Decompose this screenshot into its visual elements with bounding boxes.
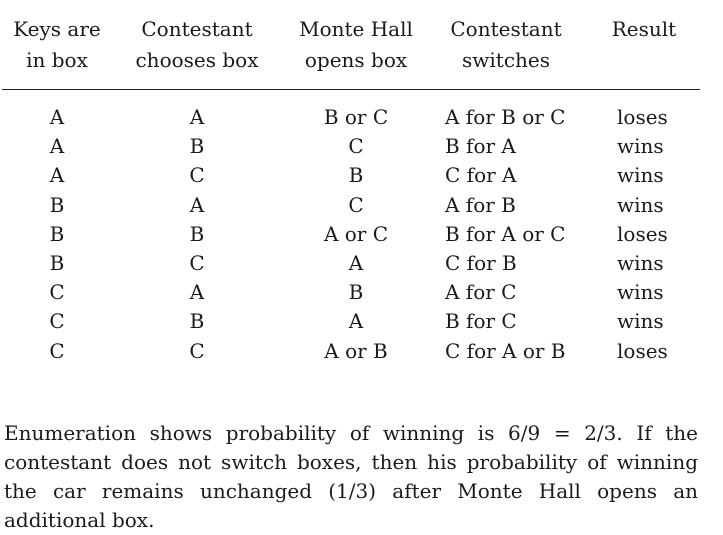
opened-cell: B bbox=[348, 280, 364, 305]
switch-cell: A for B bbox=[445, 192, 516, 217]
table-row bbox=[0, 220, 723, 249]
choice-cell: C bbox=[189, 250, 205, 275]
result-cell: wins bbox=[617, 134, 664, 159]
switch-cell: B for C bbox=[445, 309, 517, 334]
result-cell: wins bbox=[617, 280, 664, 305]
header-monte-hall-opens: Monte Hall opens box bbox=[299, 17, 413, 72]
table-row bbox=[0, 337, 723, 366]
choice-cell: B bbox=[189, 221, 205, 246]
table-row bbox=[0, 103, 723, 132]
table-row bbox=[0, 191, 723, 220]
result-cell: wins bbox=[617, 163, 664, 188]
table-row bbox=[0, 278, 723, 307]
choice-cell: A bbox=[189, 105, 205, 129]
table-row bbox=[0, 249, 723, 278]
switch-cell: C for A or B bbox=[445, 338, 566, 363]
keys-cell: B bbox=[49, 192, 65, 217]
choice-cell: C bbox=[189, 338, 205, 363]
opened-cell: A bbox=[348, 250, 364, 275]
keys-cell: A bbox=[49, 163, 65, 188]
result-cell: wins bbox=[617, 250, 664, 275]
header-rule bbox=[2, 89, 700, 90]
choice-cell: A bbox=[189, 192, 205, 217]
keys-cell: C bbox=[49, 309, 65, 334]
choice-cell: B bbox=[189, 134, 205, 159]
switch-cell: C for B bbox=[445, 250, 517, 275]
keys-cell: C bbox=[49, 280, 65, 305]
opened-cell: C bbox=[348, 192, 364, 217]
header-keys-in-box: Keys are in box bbox=[13, 17, 101, 72]
header-contestant-chooses: Contestant chooses box bbox=[135, 17, 259, 72]
choice-cell: B bbox=[189, 309, 205, 334]
keys-cell: A bbox=[49, 134, 65, 159]
switch-cell: A for B or C bbox=[445, 105, 566, 129]
result-cell: wins bbox=[617, 309, 664, 334]
table-row bbox=[0, 307, 723, 336]
keys-cell: A bbox=[49, 105, 65, 129]
opened-cell: B bbox=[348, 163, 364, 188]
header-contestant-switches: Contestant switches bbox=[450, 17, 562, 72]
table-row bbox=[0, 161, 723, 190]
opened-cell: A or B bbox=[324, 338, 388, 363]
choice-cell: C bbox=[189, 163, 205, 188]
opened-cell: A bbox=[348, 309, 364, 334]
opened-cell: A or C bbox=[323, 221, 389, 246]
result-cell: loses bbox=[617, 105, 668, 129]
switch-cell: B for A bbox=[445, 134, 516, 159]
caption-paragraph: Enumeration shows probability of winning is 6/9 = 2/3. If the contestant does not switch boxes, then his probability of winning the car remains unchanged (1/3) after Monte Hall opens an additional box. bbox=[4, 421, 698, 532]
keys-cell: C bbox=[49, 338, 65, 363]
choice-cell: A bbox=[189, 280, 205, 305]
opened-cell: B or C bbox=[323, 105, 389, 129]
switch-cell: C for A bbox=[445, 163, 517, 188]
keys-cell: B bbox=[49, 221, 65, 246]
header-result: Result bbox=[611, 17, 677, 41]
result-cell: loses bbox=[617, 338, 668, 363]
result-cell: wins bbox=[617, 192, 664, 217]
table-body bbox=[0, 103, 723, 366]
opened-cell: C bbox=[348, 134, 364, 159]
switch-cell: A for C bbox=[445, 280, 517, 305]
switch-cell: B for A or C bbox=[445, 221, 566, 246]
result-cell: loses bbox=[617, 221, 668, 246]
table-row bbox=[0, 132, 723, 161]
keys-cell: B bbox=[49, 250, 65, 275]
